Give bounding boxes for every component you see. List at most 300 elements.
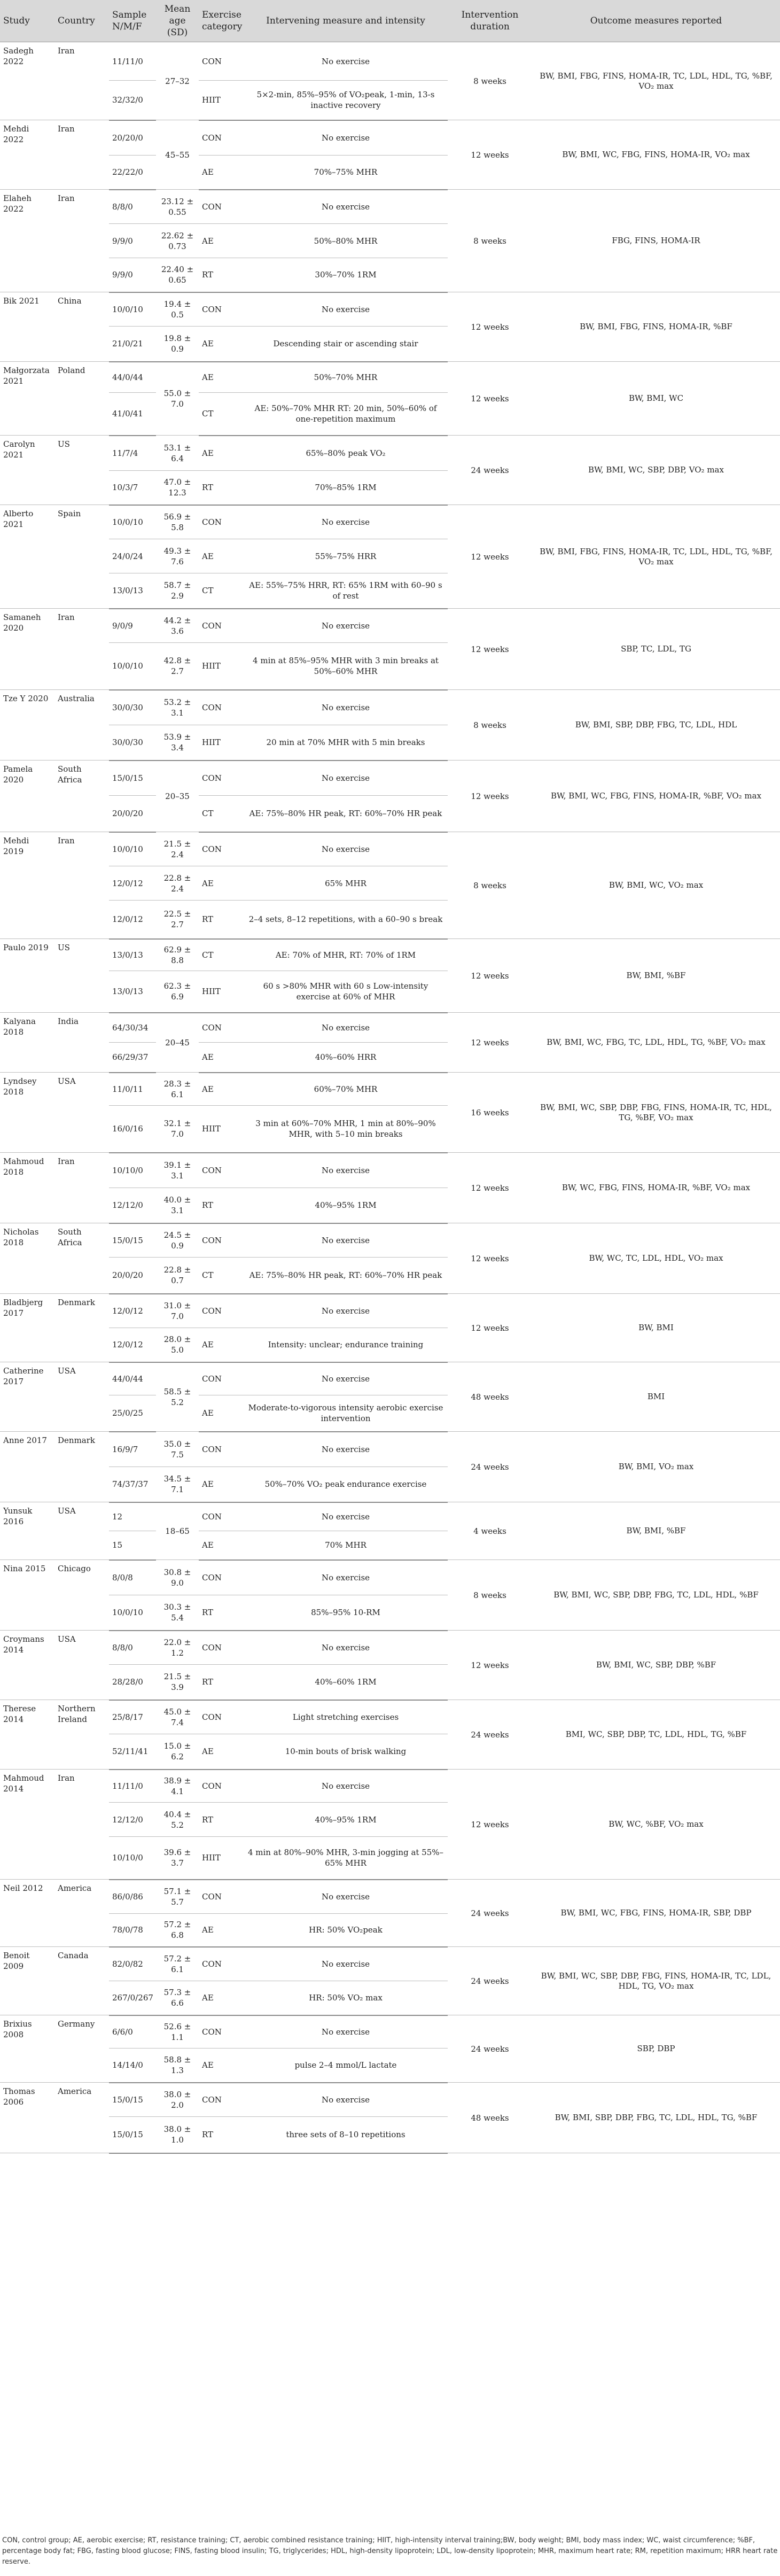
cell-sample: 15/0/15 xyxy=(109,2117,156,2153)
cell-country: America xyxy=(54,1880,109,1947)
cell-country: Iran xyxy=(54,609,109,690)
cell-exercise-category: CT xyxy=(199,393,244,436)
cell-intervening-measure: No exercise xyxy=(244,1880,448,1914)
cell-country: India xyxy=(54,1013,109,1073)
table-row xyxy=(0,1073,780,1106)
cell-exercise-category: HIIT xyxy=(199,1837,244,1880)
cell-outcome: BW, BMI, %BF xyxy=(532,939,780,1013)
table-row xyxy=(0,1013,780,1043)
cell-exercise-category: CON xyxy=(199,190,244,224)
cell-country: USA xyxy=(54,1502,109,1560)
cell-sample: 12/0/12 xyxy=(109,1328,156,1362)
cell-intervening-measure: 4 min at 80%–90% MHR, 3-min jogging at 55%–65% MHR xyxy=(244,1837,448,1880)
cell-outcome: BMI, WC, SBP, DBP, TC, LDL, HDL, TG, %BF xyxy=(532,1700,780,1770)
cell-duration: 48 weeks xyxy=(448,2083,532,2153)
cell-exercise-category: AE xyxy=(199,2049,244,2083)
cell-sample: 12/0/12 xyxy=(109,866,156,901)
cell-outcome: SBP, DBP xyxy=(532,2015,780,2083)
header-outcome: Outcome measures reported xyxy=(532,0,780,42)
cell-mean-age: 47.0 ± 12.3 xyxy=(156,471,199,505)
cell-sample: 10/0/10 xyxy=(109,1595,156,1631)
cell-outcome: BW, BMI, WC, VO₂ max xyxy=(532,832,780,939)
cell-exercise-category: AE xyxy=(199,1531,244,1560)
cell-exercise-category: CON xyxy=(199,609,244,643)
table-row xyxy=(0,292,780,327)
cell-exercise-category: AE xyxy=(199,1395,244,1432)
cell-sample: 30/0/30 xyxy=(109,725,156,761)
cell-exercise-category: HIIT xyxy=(199,1106,244,1153)
cell-mean-age: 58.5 ± 5.2 xyxy=(156,1362,199,1432)
cell-mean-age: 18–65 xyxy=(156,1502,199,1560)
cell-duration: 12 weeks xyxy=(448,939,532,1013)
header-duration: Intervention duration xyxy=(448,0,532,42)
cell-mean-age: 56.9 ± 5.8 xyxy=(156,505,199,539)
cell-mean-age: 23.12 ± 0.55 xyxy=(156,190,199,224)
cell-mean-age: 44.2 ± 3.6 xyxy=(156,609,199,643)
cell-mean-age: 52.6 ± 1.1 xyxy=(156,2015,199,2049)
cell-study: Sadegh 2022 xyxy=(0,42,54,120)
cell-mean-age: 31.0 ± 7.0 xyxy=(156,1294,199,1328)
cell-country: US xyxy=(54,436,109,505)
cell-mean-age: 30.3 ± 5.4 xyxy=(156,1595,199,1631)
cell-sample: 13/0/13 xyxy=(109,939,156,971)
cell-mean-age: 38.0 ± 1.0 xyxy=(156,2117,199,2153)
cell-country: China xyxy=(54,292,109,362)
cell-sample: 8/8/0 xyxy=(109,190,156,224)
table-row xyxy=(0,2015,780,2049)
cell-intervening-measure: 65%–80% peak VO₂ xyxy=(244,436,448,471)
cell-mean-age: 22.8 ± 0.7 xyxy=(156,1258,199,1294)
cell-exercise-category: AE xyxy=(199,1734,244,1770)
cell-study: Małgorzata 2021 xyxy=(0,362,54,436)
cell-outcome: BW, BMI, %BF xyxy=(532,1502,780,1560)
cell-sample: 11/0/11 xyxy=(109,1073,156,1106)
cell-intervening-measure: 50%–70% VO₂ peak endurance exercise xyxy=(244,1467,448,1502)
cell-mean-age: 57.1 ± 5.7 xyxy=(156,1880,199,1914)
cell-country: USA xyxy=(54,1631,109,1700)
cell-exercise-category: HIIT xyxy=(199,643,244,690)
cell-duration: 8 weeks xyxy=(448,690,532,761)
cell-sample: 25/8/17 xyxy=(109,1700,156,1734)
cell-intervening-measure: Moderate-to-vigorous intensity aerobic exercise intervention xyxy=(244,1395,448,1432)
cell-intervening-measure: No exercise xyxy=(244,42,448,81)
cell-exercise-category: CON xyxy=(199,120,244,156)
cell-exercise-category: CON xyxy=(199,1631,244,1665)
cell-sample: 10/3/7 xyxy=(109,471,156,505)
cell-duration: 24 weeks xyxy=(448,436,532,505)
cell-mean-age: 22.5 ± 2.7 xyxy=(156,901,199,939)
cell-sample: 16/0/16 xyxy=(109,1106,156,1153)
cell-intervening-measure: Light stretching exercises xyxy=(244,1700,448,1734)
cell-intervening-measure: No exercise xyxy=(244,120,448,156)
cell-duration: 24 weeks xyxy=(448,1947,532,2015)
cell-exercise-category: AE xyxy=(199,436,244,471)
cell-intervening-measure: No exercise xyxy=(244,1947,448,1981)
cell-mean-age: 58.8 ± 1.3 xyxy=(156,2049,199,2083)
cell-exercise-category: CON xyxy=(199,1770,244,1803)
cell-intervening-measure: AE: 50%–70% MHR RT: 20 min, 50%–60% of one-repetition maximum xyxy=(244,393,448,436)
cell-intervening-measure: HR: 50% VO₂peak xyxy=(244,1914,448,1947)
cell-mean-age: 55.0 ± 7.0 xyxy=(156,362,199,436)
cell-outcome: BW, WC, FBG, FINS, HOMA-IR, %BF, VO₂ max xyxy=(532,1153,780,1223)
table-footnote: CON, control group; AE, aerobic exercise; RT, resistance training; CT, aerobic combined resistance training; HIIT, high-intensity interval training;BW, body weight; BMI, body mass index; WC, waist circumference; %BF, percentage body fat; FBG, fasting blood glucose; FINS, fasting blood insulin; TG, triglycerides; HDL, high-density lipoprotein; LDL, low-density lipoprotein; MHR, maximum heart rate; RM, repetition maximum; HRR heart rate reserve. xyxy=(2,2536,778,2566)
cell-intervening-measure: 70%–85% 1RM xyxy=(244,471,448,505)
cell-duration: 12 weeks xyxy=(448,1013,532,1073)
cell-exercise-category: RT xyxy=(199,1595,244,1631)
cell-mean-age: 38.9 ± 4.1 xyxy=(156,1770,199,1803)
cell-intervening-measure: 65% MHR xyxy=(244,866,448,901)
table-row xyxy=(0,436,780,471)
cell-intervening-measure: 40%–95% 1RM xyxy=(244,1188,448,1223)
cell-study: Pamela 2020 xyxy=(0,761,54,832)
table-row xyxy=(0,2083,780,2117)
cell-duration: 12 weeks xyxy=(448,120,532,190)
cell-sample: 28/28/0 xyxy=(109,1665,156,1700)
cell-study: Lyndsey 2018 xyxy=(0,1073,54,1153)
cell-duration: 8 weeks xyxy=(448,1560,532,1631)
cell-outcome: SBP, TC, LDL, TG xyxy=(532,609,780,690)
cell-mean-age: 19.8 ± 0.9 xyxy=(156,327,199,362)
cell-outcome: BW, BMI, WC, FBG, FINS, HOMA-IR, VO₂ max xyxy=(532,120,780,190)
cell-study: Kalyana 2018 xyxy=(0,1013,54,1073)
cell-sample: 8/8/0 xyxy=(109,1631,156,1665)
cell-exercise-category: CON xyxy=(199,1223,244,1258)
cell-exercise-category: CON xyxy=(199,505,244,539)
cell-exercise-category: RT xyxy=(199,1803,244,1837)
cell-outcome: BW, BMI, WC, SBP, DBP, %BF xyxy=(532,1631,780,1700)
cell-outcome: BW, BMI, WC xyxy=(532,362,780,436)
cell-sample: 9/9/0 xyxy=(109,258,156,292)
cell-country: USA xyxy=(54,1073,109,1153)
cell-duration: 24 weeks xyxy=(448,1880,532,1947)
cell-intervening-measure: AE: 55%–75% HRR, RT: 65% 1RM with 60–90 s of rest xyxy=(244,573,448,609)
cell-exercise-category: AE xyxy=(199,156,244,190)
cell-mean-age: 45–55 xyxy=(156,120,199,190)
table-row xyxy=(0,1770,780,1803)
cell-mean-age: 20–35 xyxy=(156,761,199,832)
cell-outcome: BW, BMI, WC, SBP, DBP, FBG, TC, LDL, HDL, %BF xyxy=(532,1560,780,1631)
cell-exercise-category: CON xyxy=(199,1502,244,1531)
cell-duration: 24 weeks xyxy=(448,1700,532,1770)
cell-sample: 10/10/0 xyxy=(109,1837,156,1880)
cell-country: Germany xyxy=(54,2015,109,2083)
cell-mean-age: 62.3 ± 6.9 xyxy=(156,971,199,1013)
cell-sample: 10/0/10 xyxy=(109,643,156,690)
cell-intervening-measure: 55%–75% HRR xyxy=(244,539,448,573)
cell-intervening-measure: 2–4 sets, 8–12 repetitions, with a 60–90 s break xyxy=(244,901,448,939)
cell-country: USA xyxy=(54,1362,109,1432)
cell-mean-age: 28.3 ± 6.1 xyxy=(156,1073,199,1106)
cell-country: Iran xyxy=(54,42,109,120)
cell-exercise-category: AE xyxy=(199,1043,244,1073)
cell-sample: 82/0/82 xyxy=(109,1947,156,1981)
cell-outcome: BW, BMI, SBP, DBP, FBG, TC, LDL, HDL xyxy=(532,690,780,761)
cell-exercise-category: CON xyxy=(199,2015,244,2049)
cell-country: America xyxy=(54,2083,109,2153)
table-row xyxy=(0,1153,780,1188)
header-study: Study xyxy=(0,0,54,42)
cell-intervening-measure: No exercise xyxy=(244,1560,448,1595)
table-row xyxy=(0,1947,780,1981)
cell-study: Mehdi 2022 xyxy=(0,120,54,190)
cell-sample: 86/0/86 xyxy=(109,1880,156,1914)
cell-sample: 21/0/21 xyxy=(109,327,156,362)
cell-intervening-measure: 4 min at 85%–95% MHR with 3 min breaks at 50%–60% MHR xyxy=(244,643,448,690)
cell-study: Yunsuk 2016 xyxy=(0,1502,54,1560)
cell-exercise-category: CT xyxy=(199,939,244,971)
cell-sample: 8/0/8 xyxy=(109,1560,156,1595)
cell-sample: 24/0/24 xyxy=(109,539,156,573)
cell-intervening-measure: No exercise xyxy=(244,609,448,643)
table-row xyxy=(0,1362,780,1395)
cell-study: Nina 2015 xyxy=(0,1560,54,1631)
cell-sample: 16/9/7 xyxy=(109,1432,156,1467)
cell-duration: 12 weeks xyxy=(448,292,532,362)
cell-intervening-measure: No exercise xyxy=(244,1631,448,1665)
cell-intervening-measure: 50%–80% MHR xyxy=(244,224,448,258)
cell-intervening-measure: three sets of 8–10 repetitions xyxy=(244,2117,448,2153)
cell-study: Anne 2017 xyxy=(0,1432,54,1502)
cell-intervening-measure: 70%–75% MHR xyxy=(244,156,448,190)
cell-exercise-category: CON xyxy=(199,1700,244,1734)
cell-sample: 22/22/0 xyxy=(109,156,156,190)
table-row xyxy=(0,1223,780,1258)
cell-sample: 13/0/13 xyxy=(109,971,156,1013)
cell-sample: 74/37/37 xyxy=(109,1467,156,1502)
cell-duration: 12 weeks xyxy=(448,1631,532,1700)
cell-duration: 12 weeks xyxy=(448,505,532,609)
cell-study: Samaneh 2020 xyxy=(0,609,54,690)
cell-outcome: BW, BMI, FBG, FINS, HOMA-IR, TC, LDL, HDL, TG, %BF, VO₂ max xyxy=(532,505,780,609)
cell-intervening-measure: No exercise xyxy=(244,1013,448,1043)
cell-mean-age: 39.6 ± 3.7 xyxy=(156,1837,199,1880)
cell-exercise-category: AE xyxy=(199,327,244,362)
cell-exercise-category: CON xyxy=(199,42,244,81)
cell-sample: 10/10/0 xyxy=(109,1153,156,1188)
cell-intervening-measure: No exercise xyxy=(244,505,448,539)
table-row xyxy=(0,362,780,393)
cell-sample: 267/0/267 xyxy=(109,1981,156,2015)
cell-exercise-category: CON xyxy=(199,1560,244,1595)
header-row xyxy=(0,0,780,42)
cell-sample: 64/30/34 xyxy=(109,1013,156,1043)
header-exercise-category: Exercise category xyxy=(199,0,244,42)
cell-intervening-measure: 60%–70% MHR xyxy=(244,1073,448,1106)
cell-intervening-measure: No exercise xyxy=(244,1770,448,1803)
cell-study: Benoit 2009 xyxy=(0,1947,54,2015)
cell-country: Iran xyxy=(54,190,109,292)
cell-study: Mahmoud 2018 xyxy=(0,1153,54,1223)
cell-intervening-measure: No exercise xyxy=(244,761,448,796)
table-row xyxy=(0,190,780,224)
cell-study: Brixius 2008 xyxy=(0,2015,54,2083)
table-row xyxy=(0,1432,780,1467)
cell-exercise-category: RT xyxy=(199,2117,244,2153)
cell-sample: 52/11/41 xyxy=(109,1734,156,1770)
cell-country: Denmark xyxy=(54,1432,109,1502)
cell-exercise-category: CT xyxy=(199,796,244,832)
cell-outcome: BW, BMI, VO₂ max xyxy=(532,1432,780,1502)
cell-exercise-category: AE xyxy=(199,1914,244,1947)
table-row xyxy=(0,120,780,156)
cell-intervening-measure: 85%–95% 10-RM xyxy=(244,1595,448,1631)
cell-outcome: BW, BMI, WC, FBG, TC, LDL, HDL, TG, %BF, VO₂ max xyxy=(532,1013,780,1073)
cell-sample: 12/0/12 xyxy=(109,1294,156,1328)
cell-exercise-category: AE xyxy=(199,539,244,573)
cell-outcome: BW, BMI, FBG, FINS, HOMA-IR, TC, LDL, HDL, TG, %BF, VO₂ max xyxy=(532,42,780,120)
cell-mean-age: 19.4 ± 0.5 xyxy=(156,292,199,327)
cell-mean-age: 42.8 ± 2.7 xyxy=(156,643,199,690)
cell-exercise-category: CON xyxy=(199,1432,244,1467)
cell-intervening-measure: 10-min bouts of brisk walking xyxy=(244,1734,448,1770)
cell-study: Nicholas 2018 xyxy=(0,1223,54,1294)
cell-duration: 8 weeks xyxy=(448,832,532,939)
cell-exercise-category: HIIT xyxy=(199,81,244,120)
cell-sample: 14/14/0 xyxy=(109,2049,156,2083)
cell-mean-age: 32.1 ± 7.0 xyxy=(156,1106,199,1153)
cell-country: US xyxy=(54,939,109,1013)
cell-study: Mahmoud 2014 xyxy=(0,1770,54,1880)
cell-exercise-category: CON xyxy=(199,292,244,327)
cell-outcome: FBG, FINS, HOMA-IR xyxy=(532,190,780,292)
cell-mean-age: 57.2 ± 6.8 xyxy=(156,1914,199,1947)
cell-mean-age: 58.7 ± 2.9 xyxy=(156,573,199,609)
cell-mean-age: 24.5 ± 0.9 xyxy=(156,1223,199,1258)
cell-sample: 11/7/4 xyxy=(109,436,156,471)
cell-sample: 44/0/44 xyxy=(109,1362,156,1395)
cell-sample: 15/0/15 xyxy=(109,761,156,796)
cell-exercise-category: CON xyxy=(199,1013,244,1043)
cell-sample: 20/0/20 xyxy=(109,1258,156,1294)
header-sample-label: Sample xyxy=(112,10,147,20)
cell-mean-age: 20–45 xyxy=(156,1013,199,1073)
cell-mean-age: 40.4 ± 5.2 xyxy=(156,1803,199,1837)
table-row xyxy=(0,1502,780,1531)
table-row xyxy=(0,832,780,866)
header-mean-age xyxy=(156,0,199,42)
cell-exercise-category: AE xyxy=(199,224,244,258)
cell-mean-age: 62.9 ± 8.8 xyxy=(156,939,199,971)
cell-country: Denmark xyxy=(54,1294,109,1362)
cell-study: Mehdi 2019 xyxy=(0,832,54,939)
cell-exercise-category: RT xyxy=(199,1665,244,1700)
cell-exercise-category: RT xyxy=(199,258,244,292)
cell-outcome: BW, WC, TC, LDL, HDL, VO₂ max xyxy=(532,1223,780,1294)
cell-duration: 12 weeks xyxy=(448,609,532,690)
cell-sample: 11/11/0 xyxy=(109,1770,156,1803)
cell-intervening-measure: 30%–70% 1RM xyxy=(244,258,448,292)
cell-duration: 4 weeks xyxy=(448,1502,532,1560)
cell-sample: 78/0/78 xyxy=(109,1914,156,1947)
cell-intervening-measure: HR: 50% VO₂ max xyxy=(244,1981,448,2015)
cell-sample: 30/0/30 xyxy=(109,690,156,725)
cell-intervening-measure: 5×2-min, 85%–95% of VO₂peak, 1-min, 13-s inactive recovery xyxy=(244,81,448,120)
cell-sample: 9/9/0 xyxy=(109,224,156,258)
cell-exercise-category: CON xyxy=(199,761,244,796)
cell-intervening-measure: No exercise xyxy=(244,1223,448,1258)
cell-outcome: BW, BMI, WC, SBP, DBP, FBG, FINS, HOMA-IR, TC, HDL, TG, %BF, VO₂ max xyxy=(532,1073,780,1153)
cell-intervening-measure: 60 s >80% MHR with 60 s Low-intensity exercise at 60% of MHR xyxy=(244,971,448,1013)
cell-mean-age: 28.0 ± 5.0 xyxy=(156,1328,199,1362)
cell-sample: 20/0/20 xyxy=(109,796,156,832)
cell-mean-age: 22.62 ± 0.73 xyxy=(156,224,199,258)
cell-exercise-category: HIIT xyxy=(199,971,244,1013)
cell-study: Neil 2012 xyxy=(0,1880,54,1947)
cell-intervening-measure: 20 min at 70% MHR with 5 min breaks xyxy=(244,725,448,761)
cell-sample: 15 xyxy=(109,1531,156,1560)
cell-study: Catherine 2017 xyxy=(0,1362,54,1432)
cell-exercise-category: CON xyxy=(199,690,244,725)
cell-intervening-measure: No exercise xyxy=(244,1294,448,1328)
cell-exercise-category: RT xyxy=(199,471,244,505)
cell-duration: 16 weeks xyxy=(448,1073,532,1153)
cell-intervening-measure: 40%–60% HRR xyxy=(244,1043,448,1073)
cell-study: Therese 2014 xyxy=(0,1700,54,1770)
header-mean-age-sub: (SD) xyxy=(167,27,188,38)
cell-duration: 12 weeks xyxy=(448,1770,532,1880)
cell-sample: 11/11/0 xyxy=(109,42,156,81)
cell-duration: 12 weeks xyxy=(448,761,532,832)
cell-intervening-measure: No exercise xyxy=(244,292,448,327)
cell-sample: 6/6/0 xyxy=(109,2015,156,2049)
cell-outcome: BW, WC, %BF, VO₂ max xyxy=(532,1770,780,1880)
cell-exercise-category: HIIT xyxy=(199,725,244,761)
cell-country: Iran xyxy=(54,832,109,939)
cell-study: Elaheh 2022 xyxy=(0,190,54,292)
cell-sample: 12 xyxy=(109,1502,156,1531)
cell-intervening-measure: No exercise xyxy=(244,190,448,224)
cell-outcome: BW, BMI, FBG, FINS, HOMA-IR, %BF xyxy=(532,292,780,362)
cell-sample: 10/0/10 xyxy=(109,505,156,539)
table-row xyxy=(0,609,780,643)
cell-duration: 48 weeks xyxy=(448,1362,532,1432)
cell-intervening-measure: Descending stair or ascending stair xyxy=(244,327,448,362)
table-row xyxy=(0,42,780,81)
cell-study: Paulo 2019 xyxy=(0,939,54,1013)
header-sample-sub: N/M/F xyxy=(112,21,142,32)
cell-outcome: BW, BMI, WC, SBP, DBP, VO₂ max xyxy=(532,436,780,505)
cell-intervening-measure: No exercise xyxy=(244,2083,448,2117)
cell-exercise-category: CON xyxy=(199,1153,244,1188)
cell-sample: 15/0/15 xyxy=(109,2083,156,2117)
cell-exercise-category: AE xyxy=(199,362,244,393)
cell-exercise-category: CON xyxy=(199,1947,244,1981)
cell-country: Canada xyxy=(54,1947,109,2015)
cell-intervening-measure: Intensity: unclear; endurance training xyxy=(244,1328,448,1362)
table-row xyxy=(0,505,780,539)
cell-sample: 41/0/41 xyxy=(109,393,156,436)
cell-mean-age: 39.1 ± 3.1 xyxy=(156,1153,199,1188)
cell-exercise-category: CT xyxy=(199,1258,244,1294)
cell-exercise-category: AE xyxy=(199,1467,244,1502)
cell-study: Tze Y 2020 xyxy=(0,690,54,761)
cell-duration: 12 weeks xyxy=(448,362,532,436)
cell-mean-age: 57.2 ± 6.1 xyxy=(156,1947,199,1981)
cell-intervening-measure: AE: 75%–80% HR peak, RT: 60%–70% HR peak xyxy=(244,796,448,832)
cell-intervening-measure: No exercise xyxy=(244,832,448,866)
cell-outcome: BW, BMI xyxy=(532,1294,780,1362)
cell-country: South Africa xyxy=(54,1223,109,1294)
cell-study: Croymans 2014 xyxy=(0,1631,54,1700)
header-country: Country xyxy=(54,0,109,42)
table-row xyxy=(0,1880,780,1914)
table-row xyxy=(0,1631,780,1665)
cell-intervening-measure: No exercise xyxy=(244,1502,448,1531)
cell-sample: 44/0/44 xyxy=(109,362,156,393)
cell-sample: 12/12/0 xyxy=(109,1188,156,1223)
cell-exercise-category: CT xyxy=(199,573,244,609)
cell-duration: 8 weeks xyxy=(448,190,532,292)
